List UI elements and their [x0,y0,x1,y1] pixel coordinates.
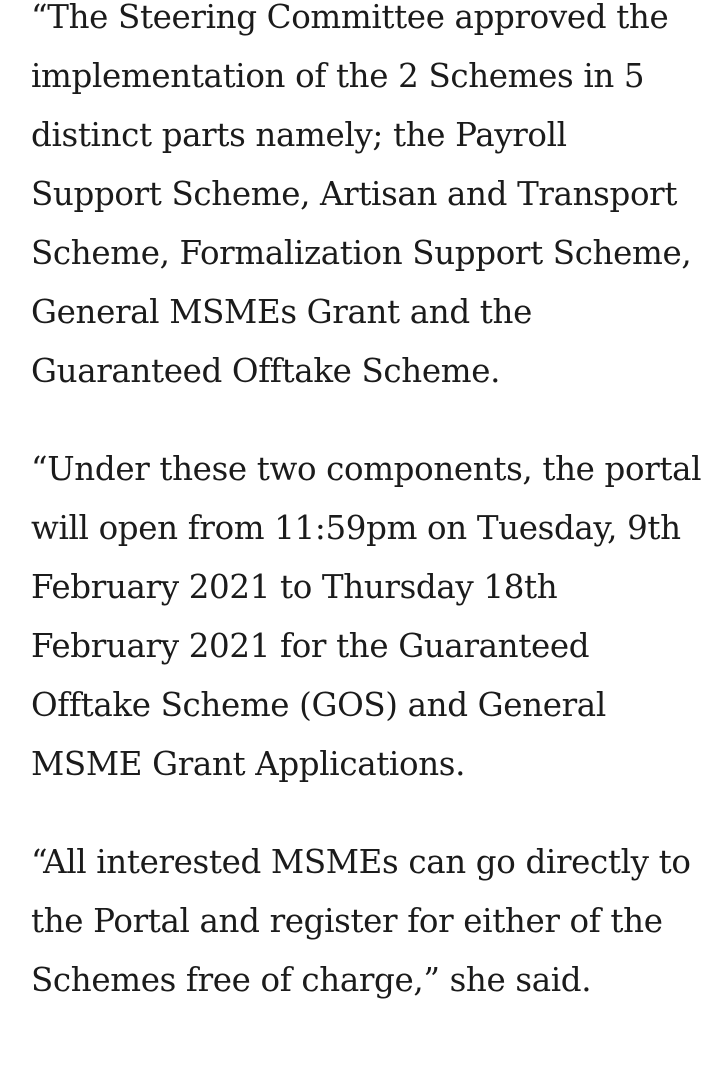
article-body [31,0,703,1049]
paragraph-portal-dates: “Under these two components, the portal will open from 11:59pm on Tuesday, 9th February 2021 to Thursday 18th February 2021 for the Guaranteed Offtake Scheme (GOS) and General MSME Grant Applications. [31,450,702,783]
paragraph-registration: “All interested MSMEs can go directly to the Portal and register for either of the Schemes free of charge,” she said. [31,843,691,999]
paragraph-steering-committee: “The Steering Committee approved the implementation of the 2 Schemes in 5 distinct parts namely; the Payroll Support Scheme, Artisan and Transport Scheme, Formalization Support Scheme, General MSMEs Grant and the Guaranteed Offtake Scheme. [31,0,692,390]
